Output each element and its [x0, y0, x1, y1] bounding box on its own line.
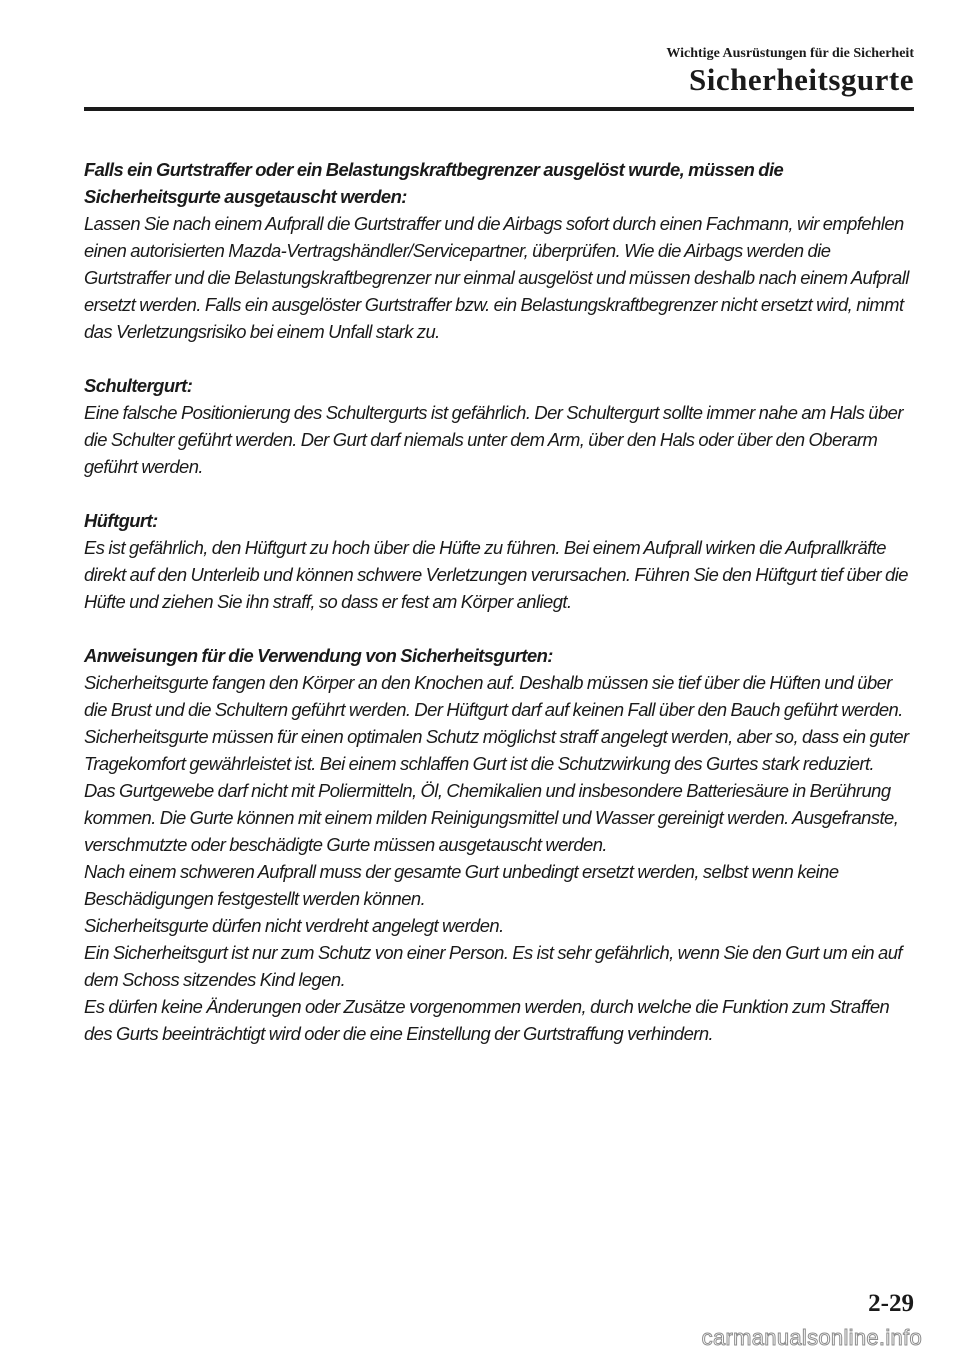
section-paragraph: Nach einem schweren Aufprall muss der gesamte Gurt unbedingt ersetzt werden, selbst wenn keine Beschädigungen festgestellt werden können. — [84, 861, 839, 909]
section-anweisungen — [84, 642, 914, 1047]
section-heading: Falls ein Gurtstraffer oder ein Belastungskraftbegrenzer ausgelöst wurde, müssen die Sicherheitsgurte ausgetauscht werden: — [84, 159, 784, 207]
section-paragraph: Sicherheitsgurte dürfen nicht verdreht angelegt werden. — [84, 915, 504, 936]
chapter-subtitle: Wichtige Ausrüstungen für die Sicherheit — [666, 46, 914, 61]
section-gurtstraffer — [84, 156, 914, 345]
manual-content — [84, 156, 914, 1047]
section-paragraph: Es ist gefährlich, den Hüftgurt zu hoch über die Hüfte zu führen. Bei einem Aufprall wirken die Aufprallkräfte direkt auf den Unterleib und können schwere Verletzungen verursachen. Führen Sie den Hüftgurt tief über die Hüfte und ziehen Sie ihn straff, so dass er fest am Körper anliegt. — [84, 537, 908, 612]
section-paragraph: Eine falsche Positionierung des Schultergurts ist gefährlich. Der Schultergurt sollte immer nahe am Hals über die Schulter geführt werden. Der Gurt darf niemals unter dem Arm, über den Hals oder über den Oberarm geführt werden. — [84, 402, 903, 477]
section-paragraph: Ein Sicherheitsgurt ist nur zum Schutz von einer Person. Es ist sehr gefährlich, wenn Sie den Gurt um ein auf dem Schoss sitzendes Kind legen. — [84, 942, 902, 990]
section-heading: Hüftgurt: — [84, 510, 158, 531]
section-paragraph: Lassen Sie nach einem Aufprall die Gurtstraffer und die Airbags sofort durch einen Fachmann, wir empfehlen einen autorisierten Mazda-Vertragshändler/Servicepartner, überprüfen. Wie die Airbags werden die Gurtstraffer und die Belastungskraftbegrenzer nur einmal ausgelöst und müssen deshalb nach einem Aufprall ersetzt werden. Falls ein ausgelöster Gurtstraffer bzw. ein Belastungskraftbegrenzer nicht ersetzt wird, nimmt das Verletzungsrisiko bei einem Unfall stark zu. — [84, 213, 909, 342]
page-header — [0, 0, 960, 115]
section-paragraph: Es dürfen keine Änderungen oder Zusätze vorgenommen werden, durch welche die Funktion zum Straffen des Gurts beeinträchtigt wird oder die eine Einstellung der Gurtstraffung verhindern. — [84, 996, 890, 1044]
section-schultergurt — [84, 372, 914, 480]
page-number: 2-29 — [868, 1290, 914, 1317]
section-heading: Schultergurt: — [84, 375, 193, 396]
section-heading: Anweisungen für die Verwendung von Sicherheitsgurten: — [84, 645, 553, 666]
section-paragraph: Sicherheitsgurte fangen den Körper an den Knochen auf. Deshalb müssen sie tief über die Hüften und über die Brust und die Schultern geführt werden. Der Hüftgurt darf auf keinen Fall über den Bauch geführt werden. — [84, 672, 903, 720]
section-paragraph: Das Gurtgewebe darf nicht mit Poliermitteln, Öl, Chemikalien und insbesondere Batteriesäure in Berührung kommen. Die Gurte können mit einem milden Reinigungsmittel und Wasser gereinigt werden. Ausgefranste, verschmutzte oder beschädigte Gurte müssen ausgetauscht werden. — [84, 780, 899, 855]
header-divider — [84, 107, 914, 111]
section-hueftgurt — [84, 507, 914, 615]
site-watermark: carmanualsonline.info — [701, 1325, 922, 1350]
section-title: Sicherheitsgurte — [689, 62, 914, 97]
section-paragraph: Sicherheitsgurte müssen für einen optimalen Schutz möglichst straff angelegt werden, aber so, dass ein guter Tragekomfort gewährleistet ist. Bei einem schlaffen Gurt ist die Schutzwirkung des Gurtes stark reduziert. — [84, 726, 909, 774]
